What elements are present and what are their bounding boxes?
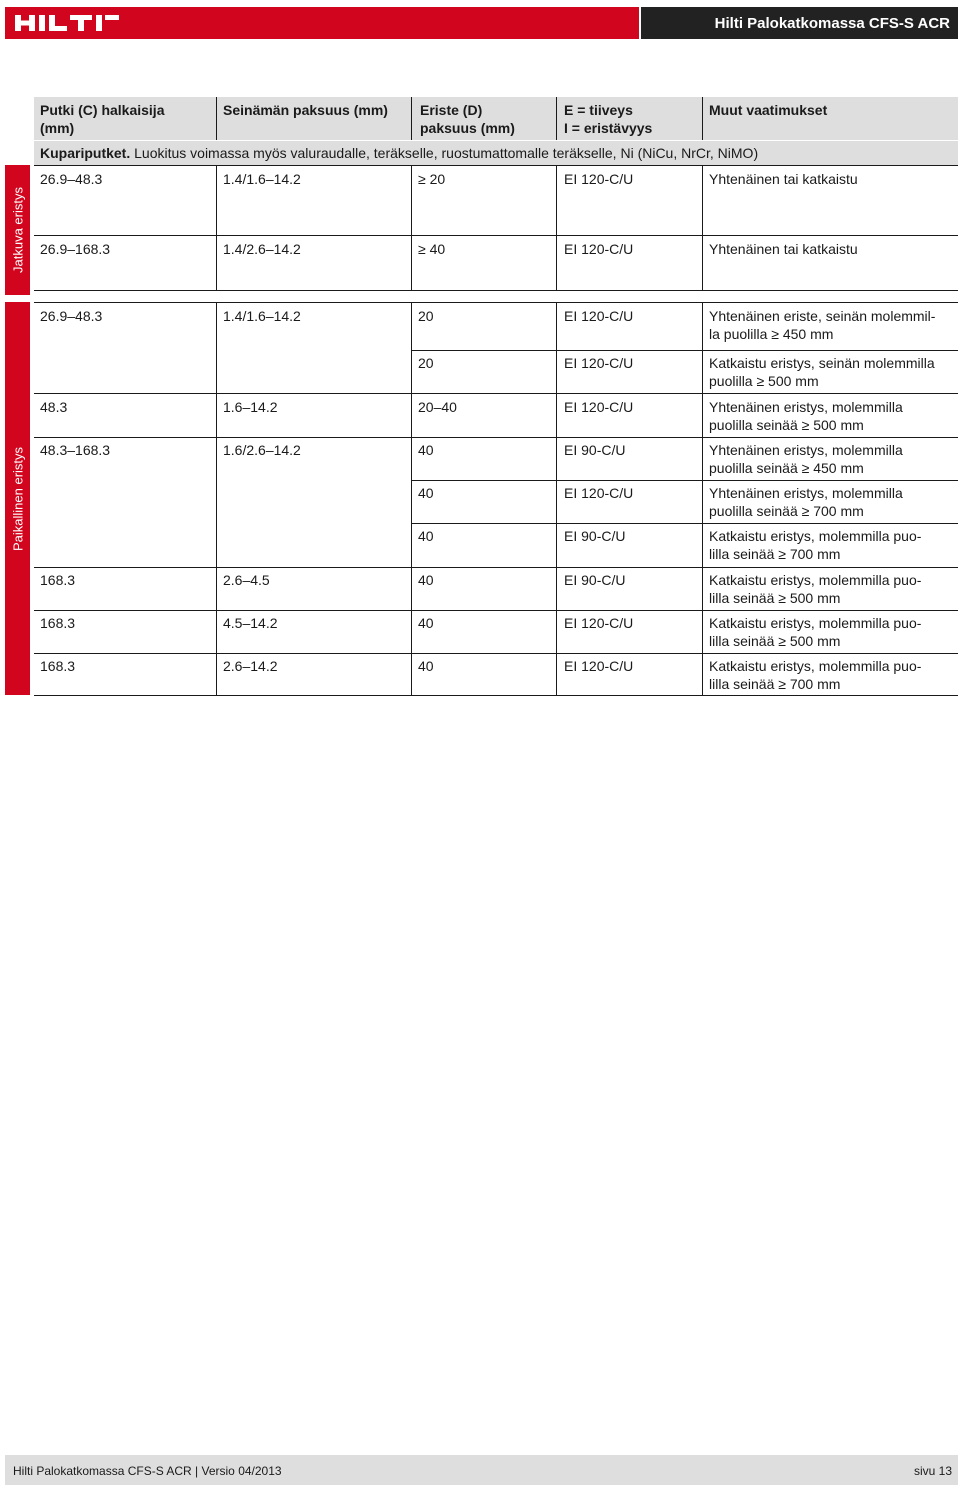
top-bar (5, 7, 958, 39)
table-header (34, 97, 958, 140)
side-label-local: Paikallinen eristys (5, 302, 30, 695)
page-number: sivu 13 (913, 1464, 952, 1478)
col-header-insulation: Eriste (D) paksuus (mm) (420, 102, 515, 136)
title-bar (641, 7, 958, 39)
col-header-requirements: Muut vaatimukset (709, 102, 828, 118)
material-subheading: Kupariputket. Luokitus voimassa myös valuraudalle, teräkselle, ruostumattomalle teräkselle, Ni (NiCu, NrCr, NiMO) (34, 141, 958, 165)
footer-text: Hilti Palokatkomassa CFS-S ACR | Versio 04/2013 (13, 1464, 282, 1478)
side-label-continuous: Jatkuva eristys (5, 165, 30, 295)
hilti-logo (15, 14, 119, 32)
page-footer (5, 1455, 958, 1485)
brand-bar (5, 7, 639, 39)
document-title: Hilti Palokatkomassa CFS-S ACR (714, 15, 950, 32)
col-header-wall: Seinämän paksuus (mm) (223, 102, 388, 118)
col-header-diameter: Putki (C) halkaisija (mm) (40, 102, 165, 136)
col-header-classification: E = tiiveys I = eristävyys (564, 102, 653, 136)
